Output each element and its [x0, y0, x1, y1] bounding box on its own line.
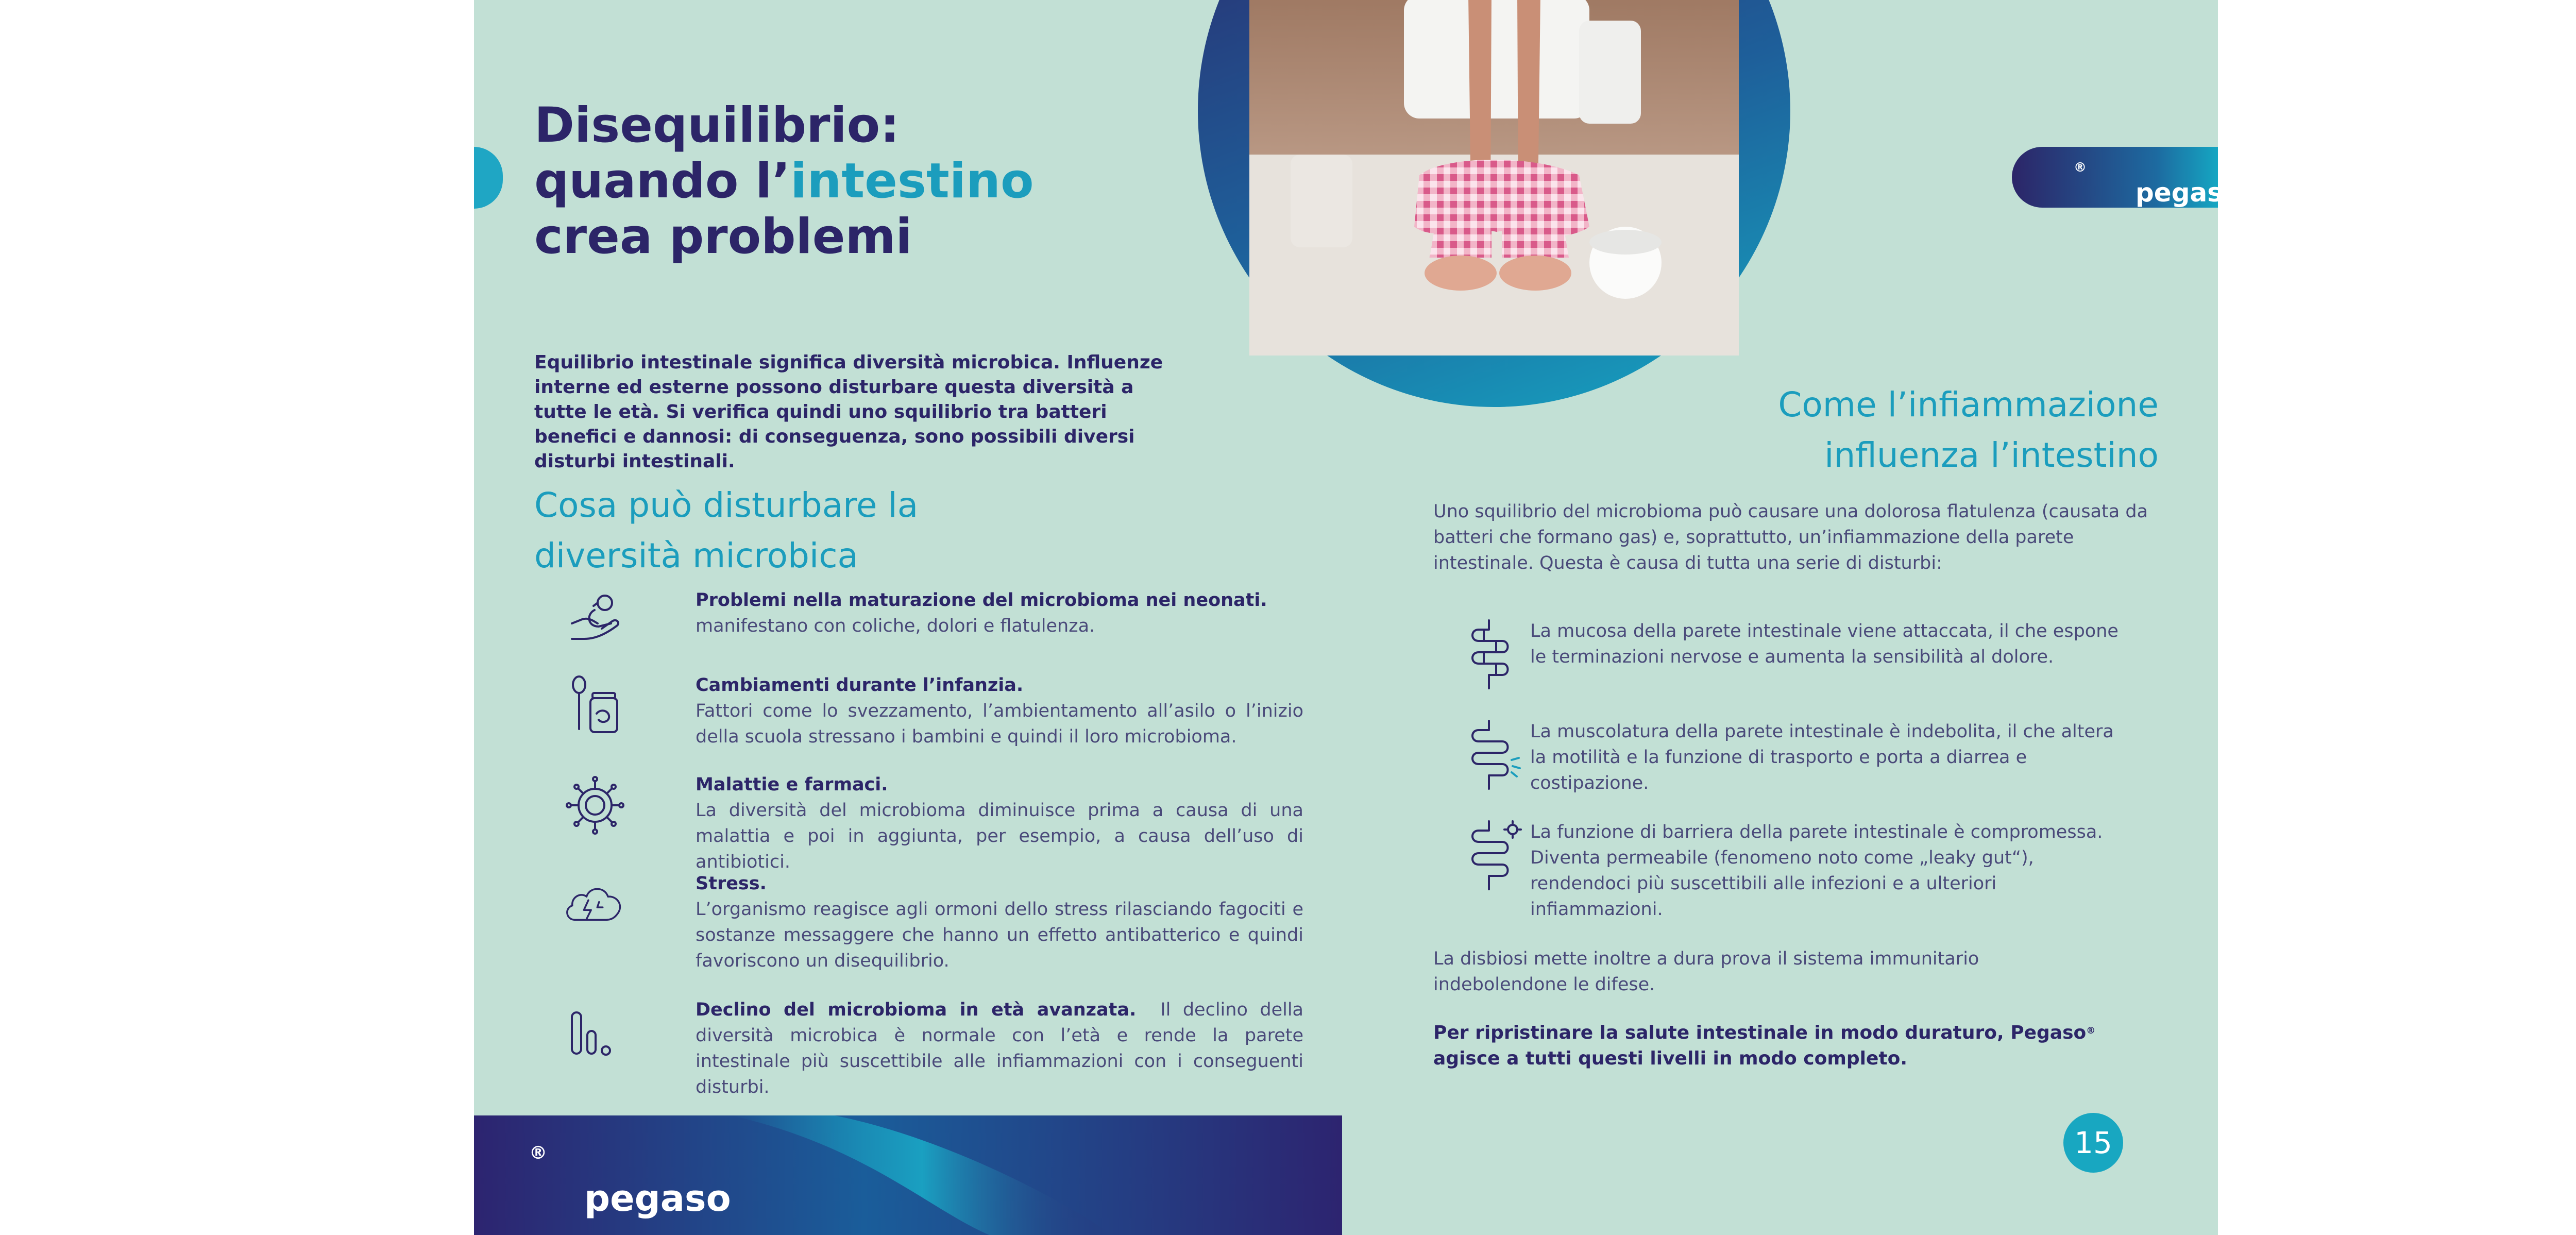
left-edge-tab: [474, 147, 503, 209]
brochure-page: [474, 0, 2241, 1235]
list-item-heading: Cambiamenti durante l’infanzia.: [696, 675, 1024, 696]
closing-text-a: Per ripristinare la salute intestinale in modo duraturo, Pegaso: [1433, 1022, 2087, 1043]
footer-logo-reg: ®: [529, 1143, 547, 1163]
intestine-barrier-icon: [1458, 819, 1525, 891]
baby-food-jar-icon: [562, 672, 629, 739]
list-item: [562, 587, 1267, 680]
right-closing-statement: [1433, 1020, 2155, 1072]
footer-band: [474, 1115, 1342, 1235]
title-line-2a: quando l’: [534, 153, 791, 209]
list-item-heading: Declino del microbioma in età avanzata.: [696, 1000, 1137, 1020]
list-item-text: [696, 587, 1303, 639]
list-item-body: L’organismo reagisce agli ormoni dello stress rilasciando fagociti e sostanze messaggere che hanno un effetto antibatterico e quindi favoriscono un disequilibrio.: [696, 899, 1303, 971]
list-item-body: La diversità del microbioma diminuisce prima a causa di una malattia e poi in aggiunta, per esempio, a causa dell’uso di antibiotici.: [696, 800, 1303, 872]
list-item-text: [696, 772, 1303, 875]
title-line-3: crea problemi: [534, 209, 912, 265]
list-item-heading: Stress.: [696, 873, 767, 894]
list-item-heading: Malattie e farmaci.: [696, 774, 888, 795]
list-item: [562, 672, 1303, 765]
list-item-body: manifestano con coliche, dolori e flatulenza.: [696, 616, 1095, 636]
left-section-title-line-2: diversità microbica: [534, 536, 858, 576]
right-intro-paragraph: Uno squilibrio del microbioma può causare una dolorosa flatulenza (causata da batteri che formano gas) e, soprattutto, un’infiammazione della parete intestinale. Questa è causa di tutta una serie di disturbi:: [1433, 501, 2148, 573]
brand-pill-reg: ®: [2074, 160, 2087, 175]
list-item: [562, 997, 1303, 1097]
list-item: [1458, 719, 2128, 801]
toilet-photo-illustration: [1249, 0, 1739, 356]
footer-logo: [529, 1143, 731, 1220]
virus-icon: [562, 772, 629, 839]
right-section-title-line-2: influenza l’intestino: [1824, 435, 2159, 475]
storm-cloud-icon: [562, 871, 629, 938]
right-section-title: [1437, 380, 2159, 481]
list-item: [562, 871, 1303, 971]
left-section-title: [534, 480, 1153, 581]
list-item-body: Fattori come lo svezzamento, l’ambientamento all’asilo o l’inizio della scuola stressano i bambini e quindi il loro microbioma.: [696, 701, 1303, 747]
list-item-text: [696, 997, 1303, 1100]
footer-logo-text: pegaso: [584, 1177, 731, 1220]
list-item: [562, 772, 1303, 872]
list-item-text: [696, 672, 1303, 750]
page-number: 15: [2063, 1113, 2123, 1173]
brand-pill-logo: [2074, 160, 2241, 208]
list-item-heading: Problemi nella maturazione del microbioma nei neonati.: [696, 590, 1267, 611]
list-item-text: La mucosa della parete intestinale viene attaccata, il che espone le terminazioni nervose e aumenta la sensibilità al dolore.: [1530, 621, 2119, 667]
declining-bars-icon: [562, 997, 629, 1064]
title-line-2: [534, 154, 1049, 209]
list-item-text: La funzione di barriera della parete intestinale è compromessa. Diventa permeabile (fenomeno noto come „leaky gut“), rendendoci più suscettibili alle infezioni e a ulteriori infiammazioni.: [1530, 822, 2103, 920]
right-section-title-line-1: Come l’infiammazione: [1778, 385, 2159, 425]
left-section-title-line-1: Cosa può disturbare la: [534, 485, 919, 525]
list-item: [1458, 819, 2128, 920]
list-item-body: Il declino della diversità microbica è normale con l’età e rende la parete intestinale più suscettibile alle infiammazioni con i conseguenti disturbi.: [696, 1000, 1303, 1097]
title-line-1: Disequilibrio:: [534, 97, 900, 154]
page-title: [534, 98, 1049, 265]
intestine-motility-icon: [1458, 719, 1525, 791]
list-item-text: [696, 871, 1303, 974]
brand-pill-text: pegaso: [2136, 178, 2241, 208]
closing-text-b: agisce a tutti questi livelli in modo completo.: [1433, 1048, 1908, 1069]
intestine-icon: [1458, 618, 1525, 690]
baby-hand-icon: [562, 587, 629, 654]
list-item: [1458, 618, 2128, 701]
closing-reg: ®: [2086, 1025, 2096, 1037]
right-outro-paragraph: La disbiosi mette inoltre a dura prova il sistema immunitario indebolendone le difese.: [1433, 949, 1979, 995]
intro-paragraph: Equilibrio intestinale significa diversità microbica. Influenze interne ed esterne possono disturbare questa diversità a tutte le età. Si verifica quindi uno squilibrio tra batteri benefici e dannosi: di conseguenza, sono possibili diversi disturbi intestinali.: [534, 352, 1163, 472]
list-item-text: La muscolatura della parete intestinale è indebolita, il che altera la motilità e la funzione di trasporto e porta a diarrea e costipazione.: [1530, 721, 2114, 793]
brand-pill: [2012, 147, 2241, 208]
title-line-2b: intestino: [790, 153, 1034, 209]
toilet-photo: [1249, 0, 1739, 356]
